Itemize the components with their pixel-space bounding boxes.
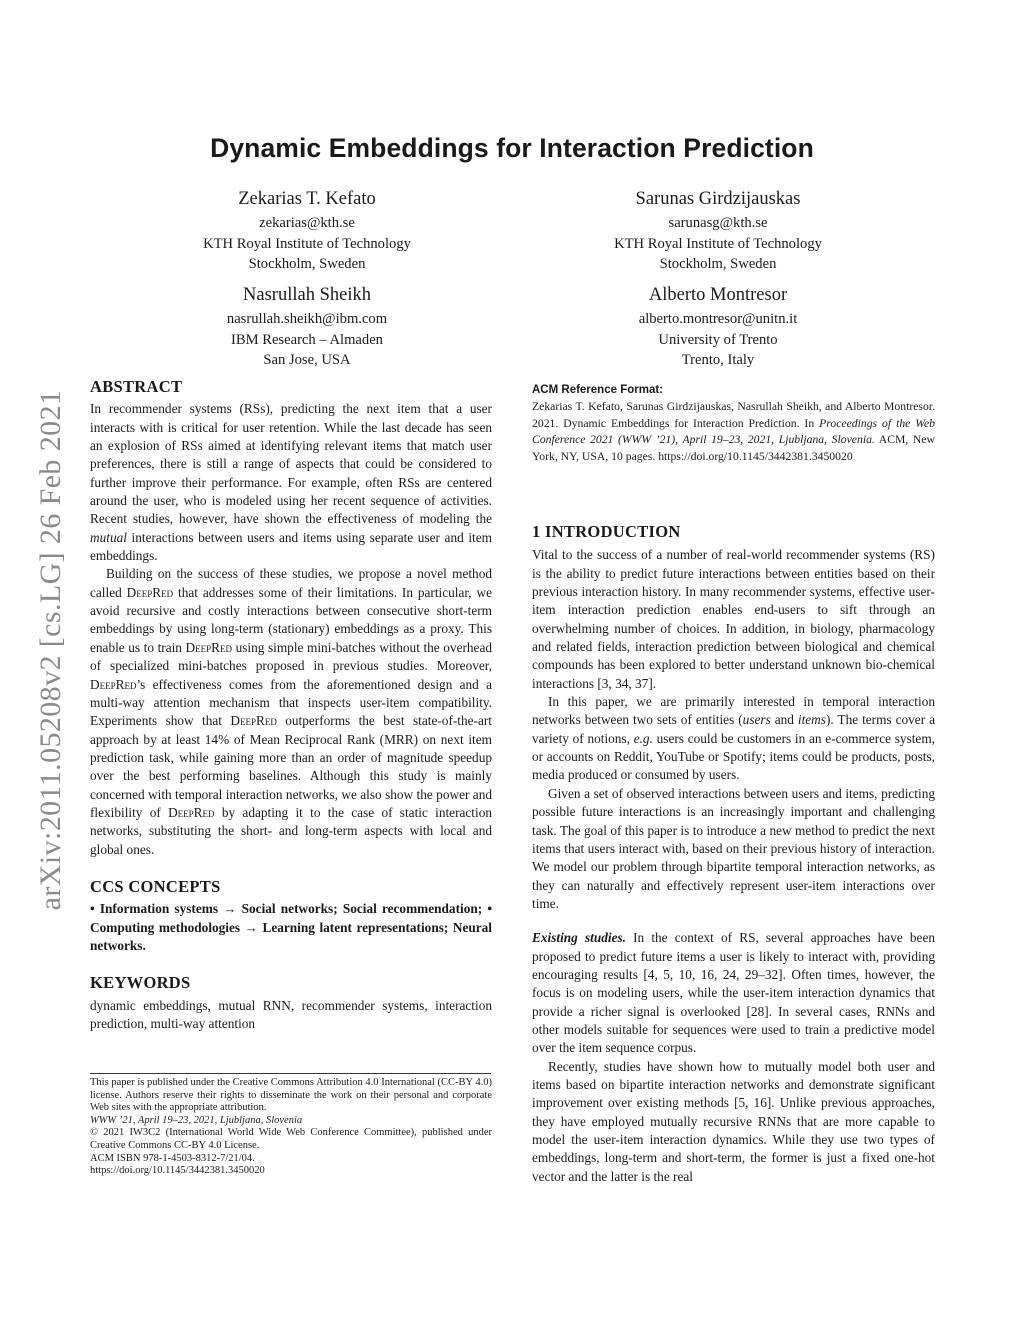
author-location: Stockholm, Sweden: [248, 256, 366, 272]
acm-reference-part: Zekarias T. Kefato, Sarunas Girdzijauskas, Nasrullah Sheikh, and Alberto Montresor. 2021. Dynamic Embeddings for Interaction Prediction. In: [532, 399, 935, 430]
abstract-paragraph-2: [90, 565, 492, 859]
author-name: Nasrullah Sheikh: [243, 285, 371, 305]
acm-reference-heading: ACM Reference Format:: [532, 384, 663, 396]
method-name: DeepRed: [230, 713, 277, 729]
acm-reference-text: [532, 399, 935, 466]
footnote-rule: [90, 1073, 491, 1074]
abstract-paragraph-1: [90, 400, 492, 565]
intro-text: In the context of RS, several approaches have been proposed to predict future items a user is likely to interact with, providing encouraging results [4, 5, 10, 16, 24, 29–32]. Often times, however, the focus is on modeling users, while the user-item interaction dynamics that provide a richer signal is overlooked [28]. In several cases, RNNs and other models suitable for sequences were used to train a predictive model over the item sequence corpus.: [532, 930, 935, 1056]
acm-reference: [532, 382, 935, 466]
footnote-copyright: © 2021 IW3C2 (International World Wide Web Conference Committee), published under Creative Commons CC-BY 4.0 License.: [90, 1127, 492, 1151]
abstract-text: by adapting it to the case of static interaction networks, substituting the short- and long-term aspects with local and global ones.: [90, 804, 492, 857]
introduction-heading: 1 INTRODUCTION: [532, 522, 681, 541]
author-email: sarunasg@kth.se: [668, 215, 768, 231]
author-block-2: [548, 187, 888, 275]
intro-paragraph-1: Vital to the success of a number of real-world recommender systems (RS) is the ability to predict future interactions between entities based on their previous interaction history. In many recommender systems, effective user-item interaction prediction enables end-users to sift through an overwhelming number of choices. In addition, in biology, pharmacology and related fields, interaction prediction between biological and chemical compounds has been explored to better understand unknown bio-chemical interactions [3, 34, 37].: [532, 547, 935, 691]
abstract-text: outperforms the best state-of-the-art approach by at least 14% of Mean Reciprocal Rank (MRR) on next item prediction task, while gaining more than an order of magnitude speedup over the best performing baselines. Although this study is mainly concerned with temporal interaction networks, we also show the power and flexibility of: [90, 713, 492, 820]
abstract-heading: ABSTRACT: [90, 377, 183, 396]
author-affiliation: University of Trento: [658, 331, 778, 348]
author-name: Alberto Montresor: [648, 285, 788, 305]
author-affiliation: KTH Royal Institute of Technology: [614, 235, 822, 252]
abstract-emphasis: mutual: [90, 529, 127, 545]
acm-reference-part: ACM, New York, NY, USA, 10 pages. https://doi.org/10.1145/3442381.3450020: [532, 433, 935, 464]
footnote-venue: WWW ’21, April 19–23, 2021, Ljubljana, Slovenia: [90, 1114, 303, 1126]
abstract-text: interactions between users and items using separate user and item embeddings.: [90, 529, 492, 564]
author-location: Trento, Italy: [681, 352, 755, 368]
author-affiliation: IBM Research – Almaden: [231, 331, 383, 348]
author-name: Zekarias T. Kefato: [238, 189, 376, 209]
ccs-concepts: • Information systems → Social networks; Social recommendation; • Computing methodologies → Learning latent representations; Neural networks.: [90, 901, 492, 953]
method-name: DeepRed: [168, 804, 215, 820]
abstract-text: that addresses some of their limitations. In particular, we avoid recursive and costly interactions between consecutive short-term embeddings by using long-term (stationary) embeddings as a proxy. This enable us to train: [90, 584, 493, 655]
abstract-text: using simple mini-batches without the overhead of specialized mini-batches proposed in previous studies. Moreover,: [90, 639, 493, 674]
intro-text: and: [770, 712, 798, 728]
intro-paragraph-4: [532, 929, 935, 1057]
intro-emphasis: items: [797, 712, 826, 728]
intro-text: users could be customers in an e-commerce system, or accounts on Reddit, YouTube or Spotify; items could be products, posts, media produced or consumed by users.: [532, 730, 936, 783]
method-name: DeepRed: [90, 676, 137, 692]
intro-emphasis: e.g.: [633, 730, 653, 746]
left-column: [90, 378, 492, 1033]
method-name: DeepRed: [126, 584, 174, 600]
author-block-1: [137, 187, 477, 275]
abstract-text: In recommender systems (RSs), predicting the next item that a user interacts with is critical for user retention. While the last decade has seen an explosion of RSs aimed at identifying relevant items that match user preferences, there is still a range of aspects that could be considered to further improve their performance. For example, often RSs are centered around the user, who is modeled using her recent sequence of activities. Recent studies, however, have shown the effectiveness of modeling the: [90, 401, 492, 527]
footnote: [90, 1077, 492, 1178]
author-block-4: [548, 283, 888, 371]
abstract-text: Building on the success of these studies, we propose a novel method called: [90, 566, 492, 600]
footnote-license: This paper is published under the Creative Commons Attribution 4.0 International (CC-BY 4.0) license. Authors reserve their rights to disseminate the work on their personal and corporate Web sites with the appropriate attribution.: [90, 1077, 492, 1114]
abstract-text: ’s effectiveness comes from the aforementioned design and a multi-way attention mechanism that inspects user-item compatibility. Experiments show that: [90, 676, 492, 729]
keywords-heading: KEYWORDS: [90, 973, 191, 993]
method-name: DeepRed: [185, 639, 233, 655]
arxiv-id: arXiv:2011.05208v2 [cs.LG] 26 Feb 2021: [34, 389, 67, 911]
right-column: [532, 523, 935, 1186]
author-email: alberto.montresor@unitn.it: [638, 311, 798, 327]
intro-paragraph-2: [532, 693, 935, 785]
ccs-heading: CCS CONCEPTS: [90, 876, 221, 896]
author-email: nasrullah.sheikh@ibm.com: [226, 311, 388, 327]
author-location: Stockholm, Sweden: [659, 256, 777, 272]
author-affiliation: KTH Royal Institute of Technology: [203, 235, 411, 252]
intro-text: ). The terms cover a variety of notions,: [532, 712, 935, 746]
author-block-3: [137, 283, 477, 371]
keywords-text: dynamic embeddings, mutual RNN, recommender systems, interaction prediction, multi-way attention: [90, 997, 492, 1031]
acm-reference-proceedings: Proceedings of the Web Conference 2021 (WWW ’21), April 19–23, 2021, Ljubljana, Slovenia.: [532, 416, 935, 447]
author-location: San Jose, USA: [263, 352, 351, 368]
paper-title: Dynamic Embeddings for Interaction Prediction: [210, 133, 814, 163]
existing-studies-lead: Existing studies.: [532, 930, 626, 946]
author-email: zekarias@kth.se: [259, 215, 355, 231]
intro-text: In this paper, we are primarily interested in temporal interaction networks between two sets of entities (: [532, 694, 935, 728]
intro-paragraph-3: Given a set of observed interactions between users and items, predicting possible future interactions is an increasingly important and challenging task. The goal of this paper is to introduce a new method to predict the next items that users interact with, based on their previous history of interaction. We model our problem through bipartite temporal interaction networks, as they can naturally and effectively represent user-item interactions over time.: [532, 785, 935, 911]
footnote-doi: https://doi.org/10.1145/3442381.3450020: [90, 1165, 265, 1177]
author-name: Sarunas Girdzijauskas: [635, 189, 801, 209]
intro-paragraph-5: Recently, studies have shown how to mutually model both user and items based on bipartite interaction networks and demonstrate significant improvement over existing methods [5, 16]. Unlike previous approaches, they have employed mutually recursive RNNs that are more capable to model the user-item interaction dynamics. While they use two types of embeddings, long-term and short-term, the former is just a fixed one-hot vector and the latter is the real: [532, 1058, 935, 1184]
intro-emphasis: users: [742, 712, 771, 728]
footnote-isbn: ACM ISBN 978-1-4503-8312-7/21/04.: [90, 1152, 255, 1164]
